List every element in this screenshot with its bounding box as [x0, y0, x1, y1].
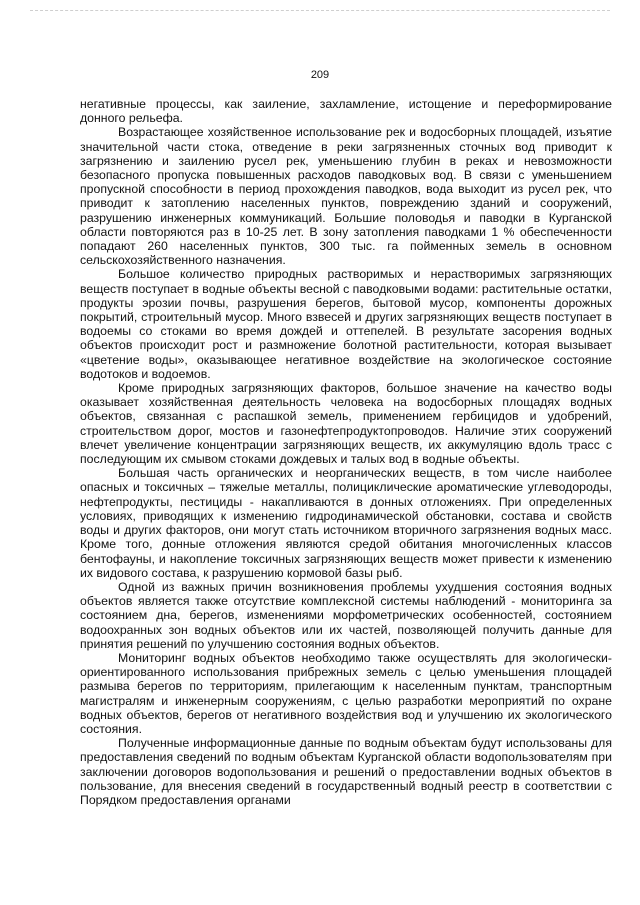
paragraph-4: Кроме природных загрязняющих факторов, большое значение на качество воды оказывает хозяйственная деятельность человека на водосборных площадях водных объектов, связанная с распашкой земель, применением гербицидов и удобрений, строительством дорог, мостов и газонефтепродуктопроводов. Наличие этих сооружений влечет увеличение концентрации загрязняющих веществ, их аккумуляцию вдоль трасс с последующим их смывом стоками дождевых и талых вод в водные объекты.: [80, 381, 612, 467]
paragraph-6: Одной из важных причин возникновения проблемы ухудшения состояния водных объектов является также отсутствие комплексной системы наблюдений - мониторинга за состоянием дна, берегов, изменениями морфометрических особенностей, состоянием водоохранных зон водных объектов или их частей, позволяющей получить данные для принятия решений по улучшению состояния водных объектов.: [80, 579, 612, 651]
paragraph-7: Мониторинг водных объектов необходимо также осуществлять для экологически-ориентированного использования прибрежных земель с целью уменьшения площадей размыва берегов по территориям, прилегающим к населенным пунктам, транспортным магистралям и инженерным сооружениям, с целью разработки мероприятий по охране водных объектов, берегов от негативного воздействия вод и улучшению их экологического состояния.: [80, 650, 612, 736]
paragraph-2: Возрастающее хозяйственное использование рек и водосборных площадей, изъятие значительной части стока, отведение в реки загрязненных сточных вод приводит к загрязнению и заилению русел рек, уменьшению глубин в реках и невозможности безопасного пропуска повышенных расходов паводковых вод. В связи с уменьшением пропускной способности в период прохождения паводков, вода выходит из русел рек, что приводит к затоплению населенных пунктов, повреждению зданий и сооружений, разрушению инженерных коммуникаций. Большие половодья и паводки в Курганской области повторяются раз в 10-25 лет. В зону затопления паводками 1 % обеспеченности попадают 260 населенных пунктов, 300 тыс. га пойменных земель в основном сельскохозяйственного назначения.: [80, 125, 612, 268]
paragraph-8: Полученные информационные данные по водным объектам будут использованы для предоставления сведений по водным объектам Курганской области водопользователям при заключении договоров водопользования и решений о предоставлении водных объектов в пользование, для внесения сведений в государственный водный реестр в соответствии с Порядком предоставления органами: [80, 736, 612, 807]
page-number: 209: [310, 69, 330, 81]
paragraph-1: негативные процессы, как заиление, захламление, истощение и переформирование донного рельефа.: [80, 97, 612, 126]
paragraph-5: Большая часть органических и неорганических веществ, в том числе наиболее опасных и токсичных – тяжелые металлы, полициклические ароматические углеводороды, нефтепродукты, пестициды - накапливаются в донных отложениях. При определенных условиях, приводящих к изменению гидродинамической обстановки, состава и свойств воды и других факторов, они могут стать источником вторичного загрязнения водных масс. Кроме того, донные отложения являются средой обитания многочисленных классов бентофауны, и накопление токсичных загрязняющих веществ может привести к изменению их видового состава, к разрушению кормовой базы рыб.: [80, 466, 612, 580]
scan-edge-line: [30, 10, 610, 11]
document-body: [80, 97, 612, 807]
paragraph-3: Большое количество природных растворимых и нерастворимых загрязняющих веществ поступает в водные объекты весной с паводковыми водами: растительные остатки, продукты эрозии почвы, разрушения берегов, бытовой мусор, компоненты дорожных покрытий, строительный мусор. Много взвесей и других загрязняющих веществ поступает в водоемы со стоками во время дождей и оттепелей. В результате засорения водных объектов происходит рост и размножение болотной растительности, которая вызывает «цветение воды», оказывающее негативное воздействие на экологическое состояние водотоков и водоемов.: [80, 267, 612, 381]
